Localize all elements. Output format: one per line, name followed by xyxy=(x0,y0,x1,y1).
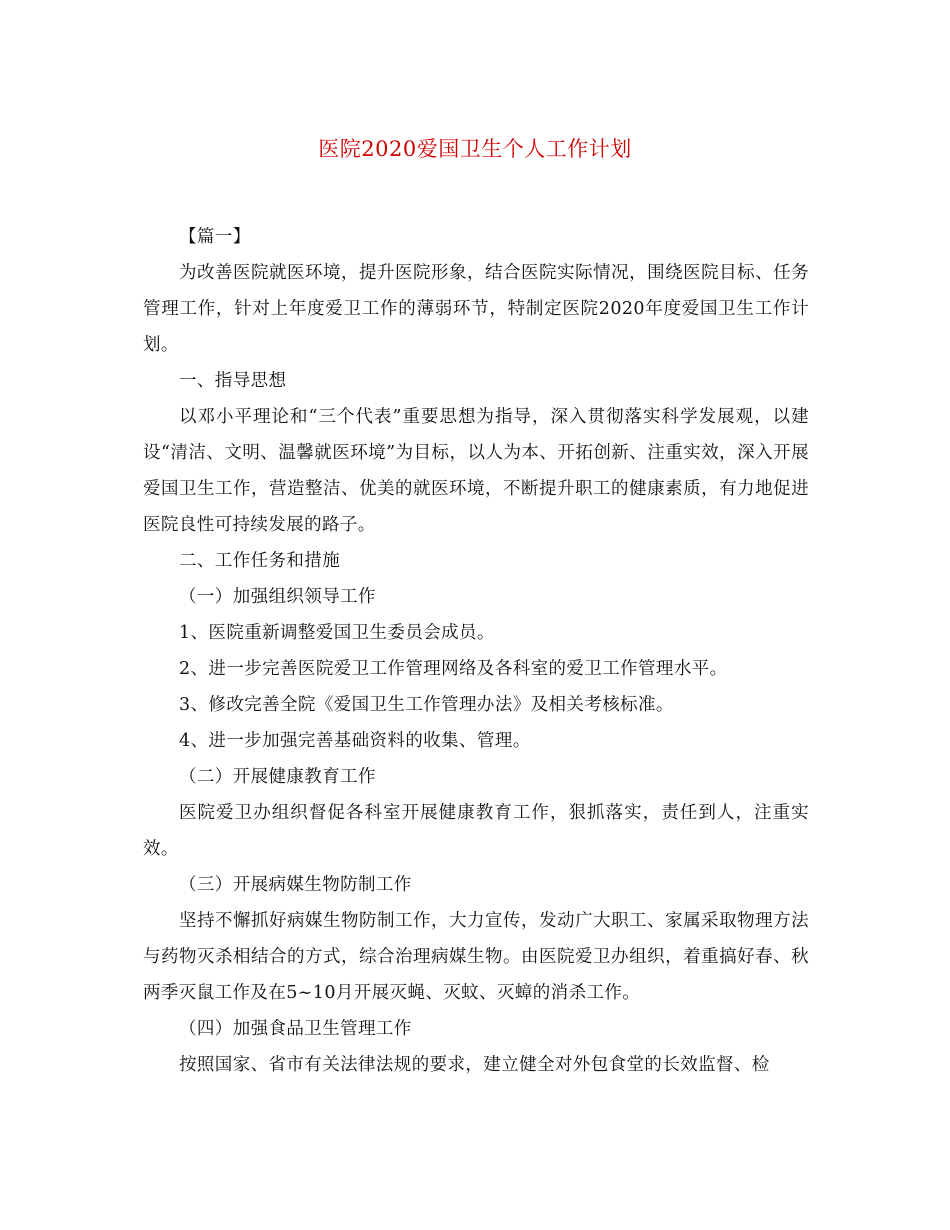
list-item: 1、医院重新调整爱国卫生委员会成员。 xyxy=(179,623,495,643)
document-body xyxy=(143,219,809,1083)
body-paragraph: 为改善医院就医环境，提升医院形象，结合医院实际情况，围绕医院目标、任务管理工作，针对上年度爱卫工作的薄弱环节，特制定医院2020年度爱国卫生工作计划。 xyxy=(143,263,809,355)
list-item: 3、修改完善全院《爱国卫生工作管理办法》及相关考核标准。 xyxy=(179,695,674,715)
section-heading: 二、工作任务和措施 xyxy=(179,551,341,571)
section-heading: 【篇一】 xyxy=(179,227,251,247)
body-paragraph: 医院爱卫办组织督促各科室开展健康教育工作，狠抓落实，责任到人，注重实效。 xyxy=(143,803,809,859)
list-item: 4、进一步加强完善基础资料的收集、管理。 xyxy=(179,731,531,751)
list-item: 2、进一步完善医院爱卫工作管理网络及各科室的爱卫工作管理水平。 xyxy=(179,659,728,679)
subsection-heading: （一）加强组织领导工作 xyxy=(179,587,376,607)
subsection-heading: （二）开展健康教育工作 xyxy=(179,767,376,787)
body-paragraph: 按照国家、省市有关法律法规的要求，建立健全对外包食堂的长效监督、检 xyxy=(179,1055,770,1075)
body-paragraph: 以邓小平理论和“三个代表”重要思想为指导，深入贯彻落实科学发展观，以建设“清洁、文明、温馨就医环境”为目标，以人为本、开拓创新、注重实效，深入开展爱国卫生工作，营造整洁、优美的就医环境，不断提升职工的健康素质，有力地促进医院良性可持续发展的路子。 xyxy=(143,407,809,535)
body-paragraph: 坚持不懈抓好病媒生物防制工作，大力宣传，发动广大职工、家属采取物理方法与药物灭杀相结合的方式，综合治理病媒生物。由医院爱卫办组织，着重搞好春、秋两季灭鼠工作及在5~10月开展灭蝇、灭蚊、灭蟑的消杀工作。 xyxy=(143,911,809,1003)
subsection-heading: （四）加强食品卫生管理工作 xyxy=(179,1019,412,1039)
document-title: 医院2020爱国卫生个人工作计划 xyxy=(318,137,632,161)
section-heading: 一、指导思想 xyxy=(179,371,287,391)
subsection-heading: （三）开展病媒生物防制工作 xyxy=(179,875,412,895)
